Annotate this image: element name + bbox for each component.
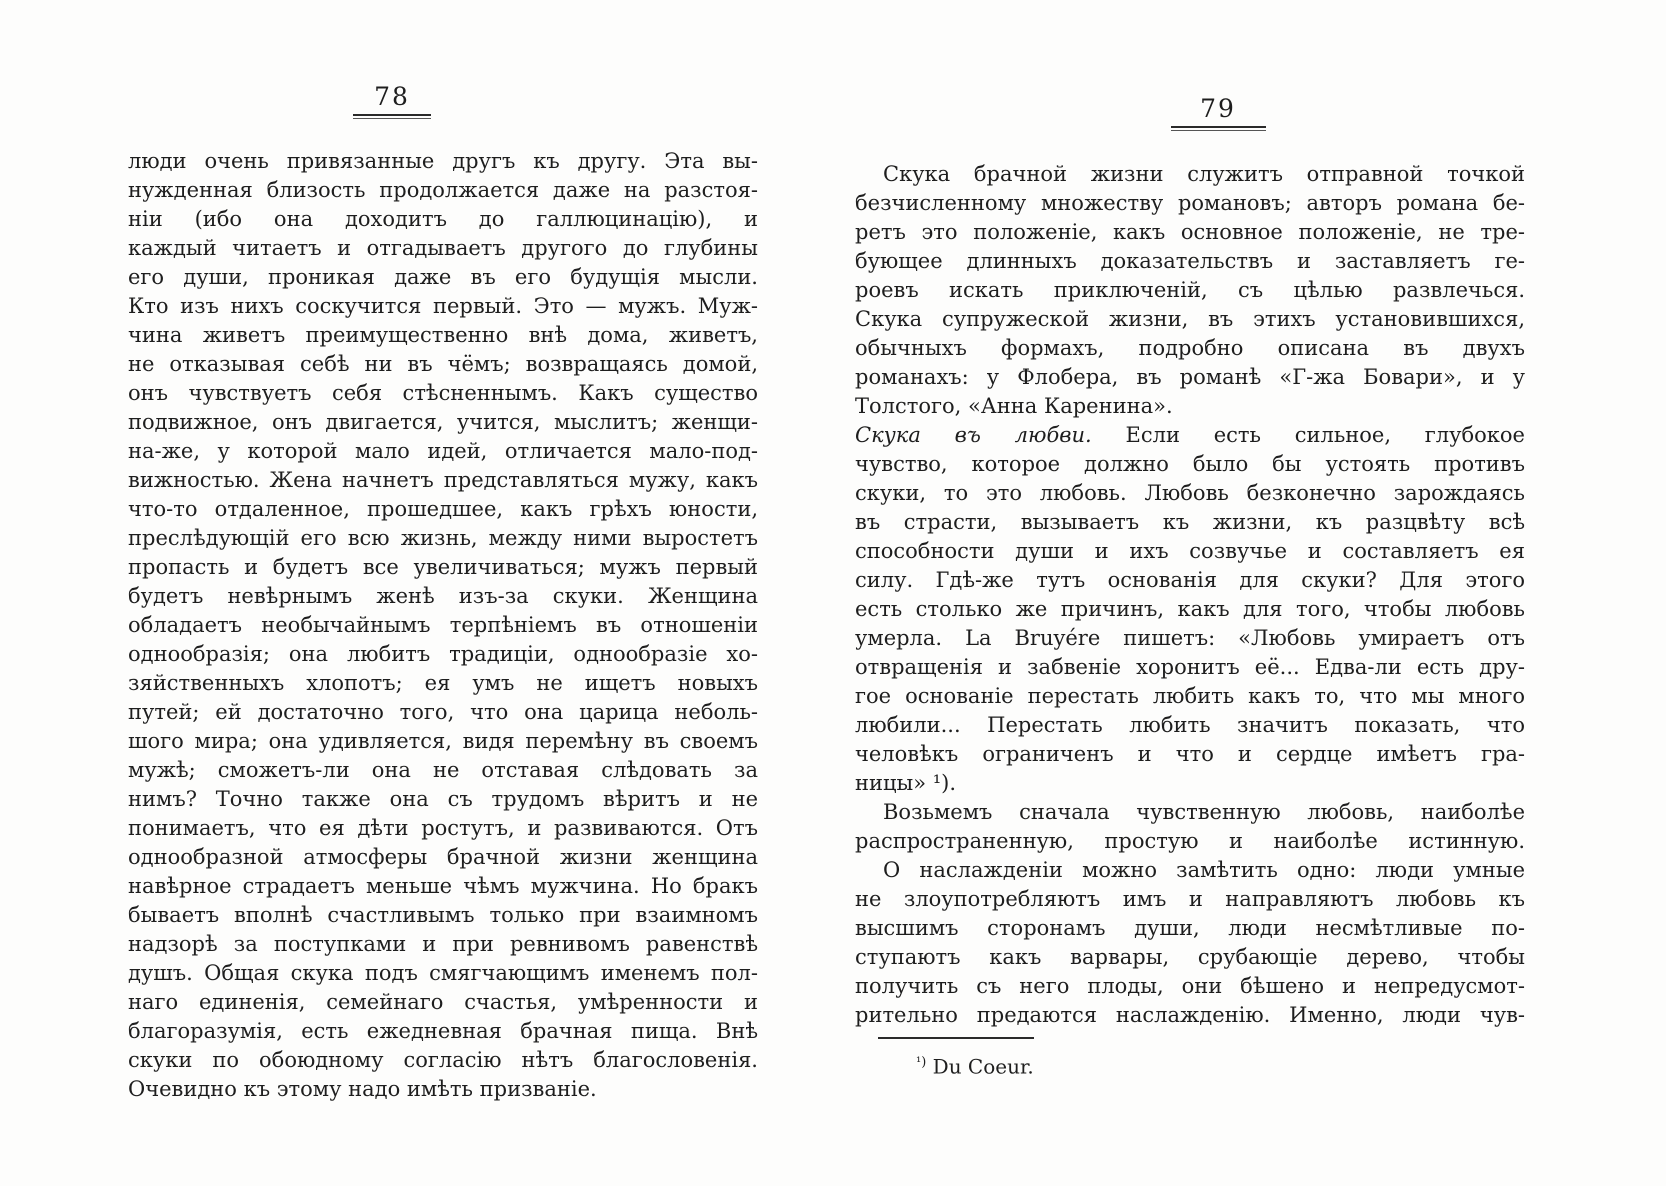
left-page-number-rule [353,114,431,119]
text-line: силу. Гдѣ-же тутъ основанія для скуки? Для этого [855,568,1525,592]
text-line: распространенную, простую и наиболѣе истинную. [855,829,1525,853]
right-page-header [1170,94,1266,131]
text-line: способности души и ихъ созвучье и составляетъ ея [855,539,1525,563]
text-line: скуки, то это любовь. Любовь безконечно зарождаясь [855,481,1525,505]
text-line: Кто изъ нихъ соскучится первый. Это — мужъ. Муж- [128,294,758,318]
text-line: Скука брачной жизни служитъ отправной точкой [883,162,1525,186]
text-line: Скука въ любви. Если есть сильное, глубокое [855,423,1525,447]
text-line: любили... Перестать любить значитъ показать, что [855,713,1525,737]
text-line: чина живетъ преимущественно внѣ дома, живетъ, [128,323,758,347]
text-line: ступаютъ какъ варвары, срубающіе дерево, чтобы [855,945,1525,969]
text-line: не злоупотребляютъ имъ и направляютъ любовь къ [855,887,1525,911]
text-line: ретъ это положеніе, какъ основное положеніе, не тре- [855,220,1525,244]
text-line: обычныхъ формахъ, подробно описана въ двухъ [855,336,1525,360]
text-line: бываетъ вполнѣ счастливымъ только при взаимномъ [128,903,758,927]
text-line: получить съ него плоды, они бѣшено и непредусмот- [855,974,1525,998]
text-line: не отказывая себѣ ни въ чёмъ; возвращаясь домой, [128,352,758,376]
right-page-number: 79 [1200,94,1236,123]
text-line: есть столько же причинъ, какъ для того, чтобы любовь [855,597,1525,621]
text-line: пропасть и будетъ все увеличиваться; мужъ первый [128,555,758,579]
text-line: путей; ей достаточно того, что она царица неболь- [128,700,758,724]
text-line: на-же, у которой мало идей, отличается мало-под- [128,439,758,463]
text-line: человѣкъ ограниченъ и что и сердце имѣетъ гра- [855,742,1525,766]
text-line: Толстого, «Анна Каренина». [855,394,1173,418]
text-line: Скука супружеской жизни, въ этихъ установившихся, [855,307,1525,331]
text-line: что-то отдаленное, прошедшее, какъ грѣхъ юности, [128,497,758,521]
text-line: бующее длинныхъ доказательствъ и заставляетъ ге- [855,249,1525,273]
text-line: каждый читаетъ и отгадываетъ другого до глубины [128,236,758,260]
text-line: подвижное, онъ двигается, учится, мыслитъ; женщи- [128,410,758,434]
text-line: рительно предаются наслажденію. Именно, люди чув- [855,1003,1525,1027]
text-line: люди очень привязанные другъ къ другу. Эта вы- [128,149,758,173]
text-line: ніи (ибо она доходитъ до галлюцинацію), и [128,207,758,231]
text-line: преслѣдующій его всю жизнь, между ними выростетъ [128,526,758,550]
text-line: нужденная близость продолжается даже на разстоя- [128,178,758,202]
text-line: обладаетъ необычайнымъ терпѣніемъ въ отношеніи [128,613,758,637]
text-line: высшимъ сторонамъ души, люди несмѣтливые по- [855,916,1525,940]
text-line: навѣрное страдаетъ меньше чѣмъ мужчина. Но бракъ [128,874,758,898]
page-79-text-block [855,160,1525,1030]
text-line: отвращенія и забвеніе хоронитъ её... Едва-ли есть дру- [855,655,1525,679]
text-line: роевъ искать приключеній, съ цѣлью развлечься. [855,278,1525,302]
text-line: зяйственныхъ хлопотъ; ея умъ не ищетъ новыхъ [128,671,758,695]
text-line: понимаетъ, что ея дѣти ростутъ, и развиваются. Отъ [128,816,758,840]
text-line: О наслажденіи можно замѣтить одно: люди умные [883,858,1525,882]
text-line: ницы» ¹). [855,771,957,795]
text-line: благоразумія, есть ежедневная брачная пища. Внѣ [128,1019,758,1043]
text-line: гое основаніе перестать любить какъ то, что мы много [855,684,1525,708]
text-line: умерла. La Bruyére пишетъ: «Любовь умираетъ отъ [855,626,1525,650]
footnote-rule [878,1037,1034,1039]
text-line: однообразной атмосферы брачной жизни женщина [128,845,758,869]
left-page-header [350,82,434,119]
text-line: будетъ невѣрнымъ женѣ изъ-за скуки. Женщина [128,584,758,608]
footnote-text: Du Coeur. [932,1054,1034,1079]
text-line: въ страсти, вызываетъ къ жизни, къ разцвѣту всѣ [855,510,1525,534]
text-line: однообразія; она любитъ традиціи, однообразіе хо- [128,642,758,666]
text-line: безчисленному множеству романовъ; авторъ романа бе- [855,191,1525,215]
left-page-number: 78 [374,82,410,111]
page-78-text-block [128,147,758,1104]
text-line: вижностью. Жена начнетъ представляться мужу, какъ [128,468,758,492]
text-line: онъ чувствуетъ себя стѣсненнымъ. Какъ существо [128,381,758,405]
text-line: шого мира; она удивляется, видя перемѣну въ своемъ [128,729,758,753]
text-line: нимъ? Точно также она съ трудомъ вѣритъ и не [128,787,758,811]
italic-run-in: Скука въ любви. [855,423,1092,447]
text-line: мужѣ; сможетъ-ли она не отставая слѣдовать за [128,758,758,782]
text-line: его души, проникая даже въ его будущія мысли. [128,265,758,289]
text-line: наго единенія, семейнаго счастья, умѣренности и [128,990,758,1014]
text-line: романахъ: у Флобера, въ романѣ «Г-жа Бовари», и у [855,365,1525,389]
footnote-marker: ¹) [916,1055,927,1070]
text-line: чувство, которое должно было бы устоять противъ [855,452,1525,476]
text-line: надзорѣ за поступками и при ревнивомъ равенствѣ [128,932,758,956]
text-line: Возьмемъ сначала чувственную любовь, наиболѣе [883,800,1525,824]
text-line: душъ. Общая скука подъ смягчающимъ именемъ пол- [128,961,758,985]
text-line: Очевидно къ этому надо имѣть призваніе. [128,1077,597,1101]
right-page-number-rule [1171,126,1266,131]
text-line: скуки по обоюдному согласію нѣтъ благословенія. [128,1048,758,1072]
footnote [916,1050,1034,1080]
